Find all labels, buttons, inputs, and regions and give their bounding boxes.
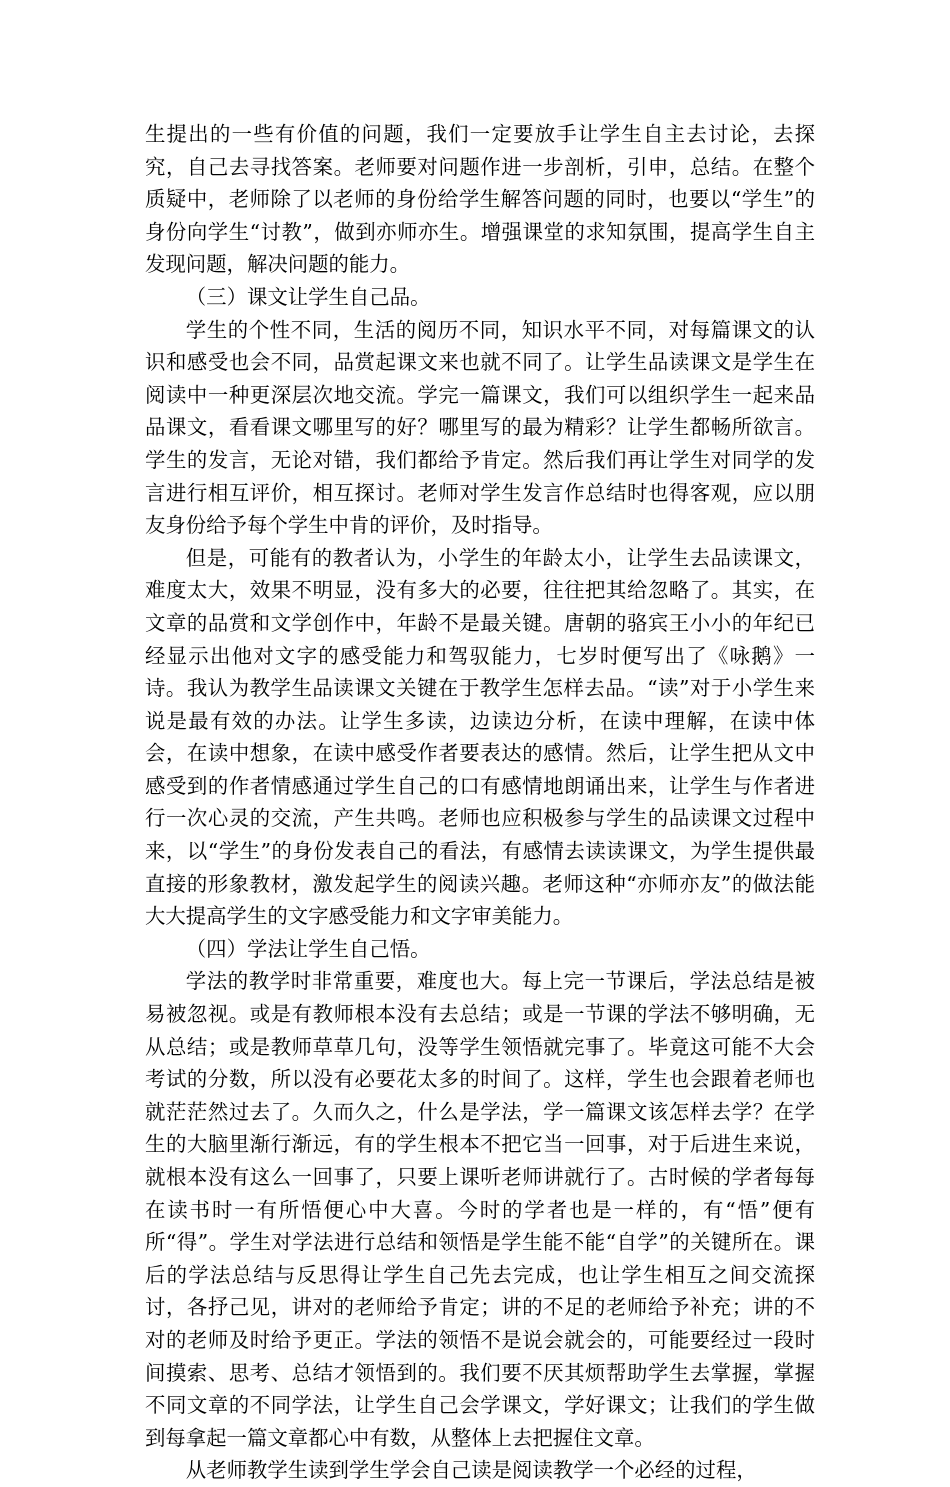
section-heading-3: （三）课文让学生自己品。: [185, 284, 431, 309]
paragraph-question-discussion: 生提出的一些有价值的问题，我们一定要放手让学生自主去讨论，去探究，自己去寻找答案。老师要对问题作进一步剖析，引申，总结。在整个质疑中，老师除了以老师的身份给学生解答问题的同时，也要以“学生”的身份向学生“讨教”，做到亦师亦生。增强课堂的求知氛围，提高学生自主发现问题，解决问题的能力。: [145, 122, 815, 277]
paragraph-learning-method: 学法的教学时非常重要，难度也大。每上完一节课后，学法总结是被易被忽视。或是有教师根本没有去总结；或是一节课的学法不够明确，无从总结；或是教师草草几句，没等学生领悟就完事了。毕竟这可能不大会考试的分数，所以没有必要花太多的时间了。这样，学生也会跟着老师也就茫茫然过去了。久而久之，什么是学法，学一篇课文该怎样去学？在学生的大脑里渐行渐远，有的学生根本不把它当一回事，对于后进生来说，就根本没有这么一回事了，只要上课听老师讲就行了。古时候的学者每每在读书时一有所悟便心中大喜。今时的学者也是一样的，有“悟”便有所“得”。学生对学法进行总结和领悟是学生能不能“自学”的关键所在。课后的学法总结与反思得让学生自己先去完成，也让学生相互之间交流探讨，各抒己见，讲对的老师给予肯定；讲的不足的老师给予补充；讲的不对的老师及时给予更正。学法的领悟不是说会就会的，可能要经过一段时间摸索、思考、总结才领悟到的。我们要不厌其烦帮助学生去掌握，掌握不同文章的不同学法，让学生自己会学课文，学好课文；让我们的学生做到每拿起一篇文章都心中有数，从整体上去把握住文章。: [145, 969, 815, 1450]
section-heading-4: （四）学法让学生自己悟。: [185, 936, 431, 961]
paragraph-text-appreciation: 学生的个性不同，生活的阅历不同，知识水平不同，对每篇课文的认识和感受也会不同，品赏起课文来也就不同了。让学生品读课文是学生在阅读中一种更深层次地交流。学完一篇课文，我们可以组织学生一起来品品课文，看看课文哪里写的好？哪里写的最为精彩？让学生都畅所欲言。学生的发言，无论对错，我们都给予肯定。然后我们再让学生对同学的发言进行相互评价，相互探讨。老师对学生发言作总结时也得客观，应以朋友身份给予每个学生中肯的评价，及时指导。: [145, 317, 815, 538]
document-page: [145, 118, 815, 1487]
paragraph-closing: 从老师教学生读到学生学会自己读是阅读教学一个必经的过程，: [185, 1458, 757, 1483]
paragraph-reading-method: 但是，可能有的教者认为，小学生的年龄太小，让学生去品读课文，难度太大，效果不明显，没有多大的必要，往往把其给忽略了。其实，在文章的品赏和文学创作中，年龄不是最关键。唐朝的骆宾王小小的年纪已经显示出他对文字的感受能力和驾驭能力，七岁时便写出了《咏鹅》一诗。我认为教学生品读课文关键在于教学生怎样去品。“读”对于小学生来说是最有效的办法。让学生多读，边读边分析，在读中理解，在读中体会，在读中想象，在读中感受作者要表达的感情。然后，让学生把从文中感受到的作者情感通过学生自己的口有感情地朗诵出来，让学生与作者进行一次心灵的交流，产生共鸣。老师也应积极参与学生的品读课文过程中来，以“学生”的身份发表自己的看法，有感情去读读课文，为学生提供最直接的形象教材，激发起学生的阅读兴趣。老师这种“亦师亦友”的做法能大大提高学生的文字感受能力和文字审美能力。: [145, 545, 815, 929]
